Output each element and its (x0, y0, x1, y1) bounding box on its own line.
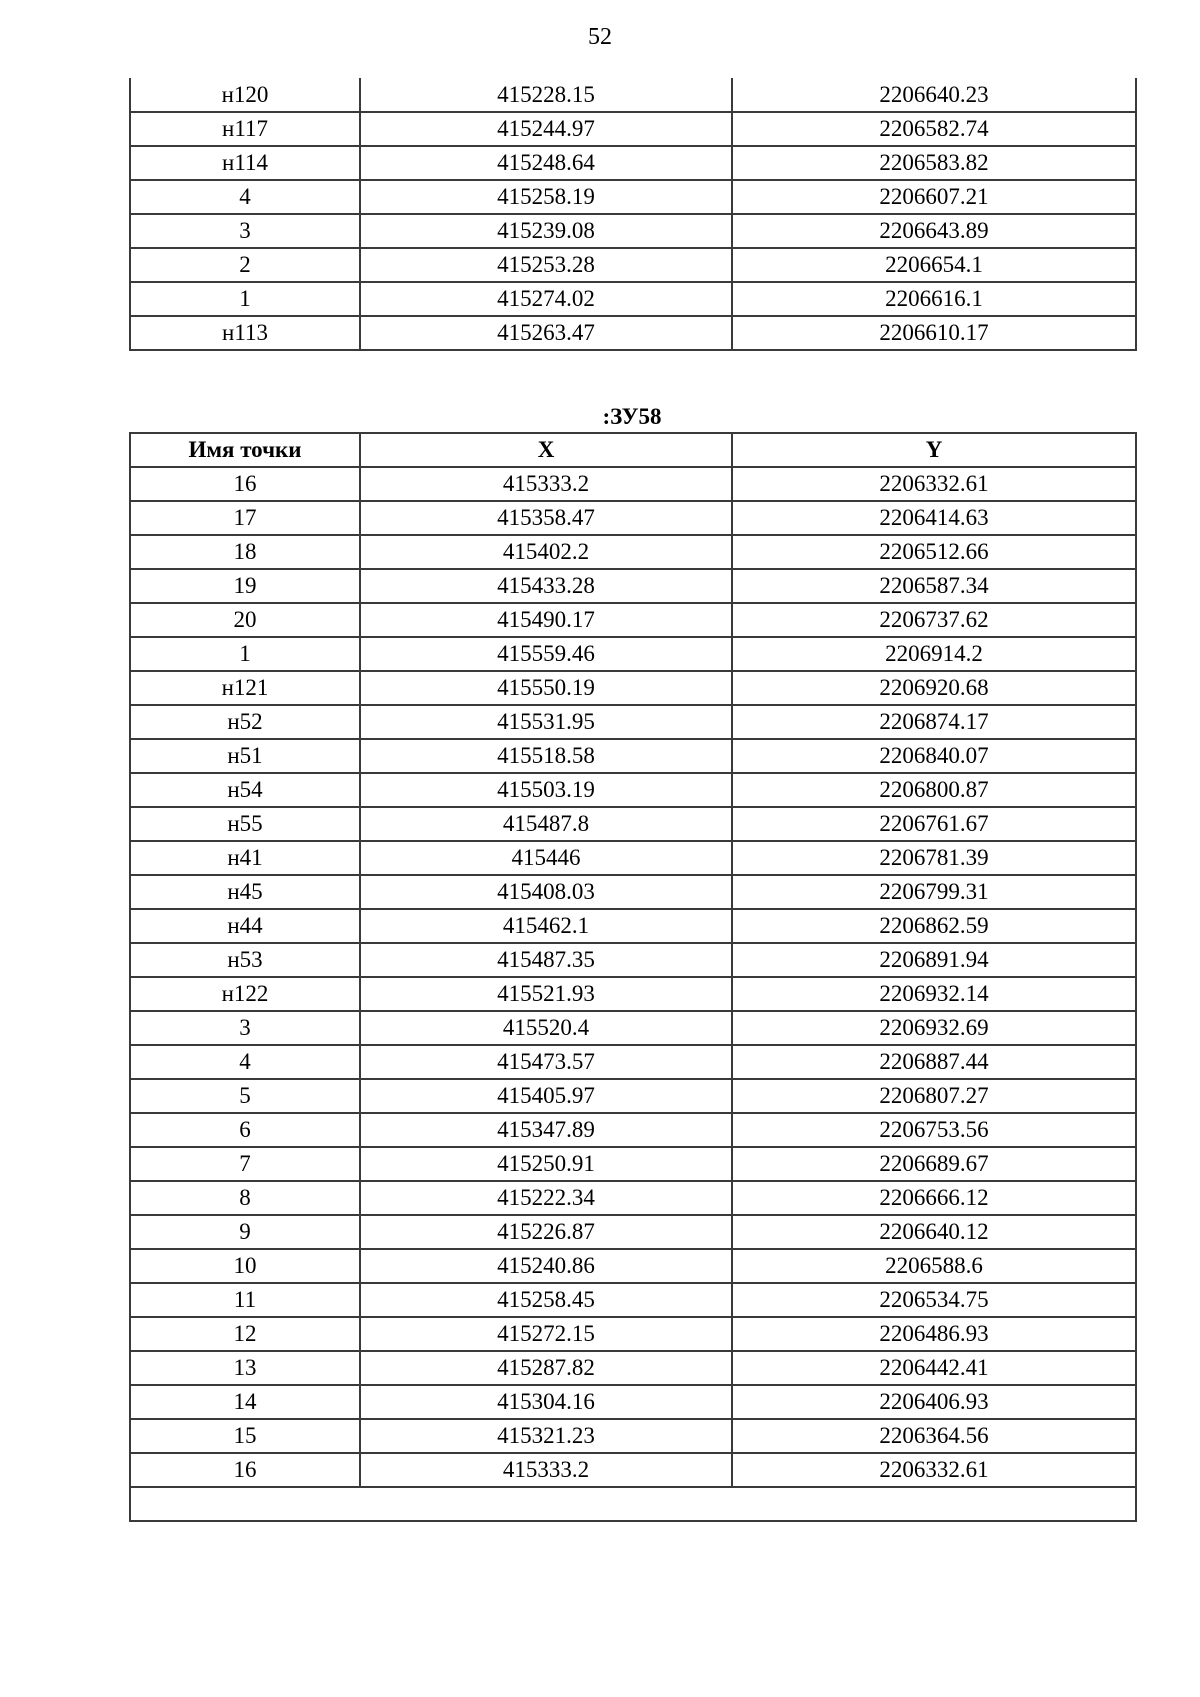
y-coordinate-cell: 2206807.27 (732, 1079, 1136, 1113)
y-coordinate-cell: 2206486.93 (732, 1317, 1136, 1351)
point-name-cell: н121 (130, 671, 360, 705)
table-header-row (130, 433, 1136, 467)
y-coordinate-cell: 2206666.12 (732, 1181, 1136, 1215)
y-coordinate-cell: 2206887.44 (732, 1045, 1136, 1079)
y-coordinate-cell: 2206920.68 (732, 671, 1136, 705)
table-row (130, 1385, 1136, 1419)
x-coordinate-cell: 415402.2 (360, 535, 732, 569)
table-row (130, 569, 1136, 603)
y-coordinate-cell: 2206932.69 (732, 1011, 1136, 1045)
table-row (130, 875, 1136, 909)
point-name-cell: н51 (130, 739, 360, 773)
x-coordinate-cell: 415239.08 (360, 214, 732, 248)
point-name-cell: 19 (130, 569, 360, 603)
x-coordinate-cell: 415304.16 (360, 1385, 732, 1419)
point-name-cell: н120 (130, 78, 360, 112)
point-name-cell: 9 (130, 1215, 360, 1249)
y-coordinate-cell: 2206800.87 (732, 773, 1136, 807)
x-coordinate-cell: 415222.34 (360, 1181, 732, 1215)
point-name-cell: н44 (130, 909, 360, 943)
y-coordinate-cell: 2206932.14 (732, 977, 1136, 1011)
table-row (130, 1045, 1136, 1079)
y-coordinate-cell: 2206891.94 (732, 943, 1136, 977)
table-row (130, 535, 1136, 569)
x-coordinate-cell: 415559.46 (360, 637, 732, 671)
point-name-cell: 12 (130, 1317, 360, 1351)
x-coordinate-cell: 415408.03 (360, 875, 732, 909)
y-coordinate-cell: 2206588.6 (732, 1249, 1136, 1283)
point-name-cell: н41 (130, 841, 360, 875)
table-row (130, 501, 1136, 535)
point-name-cell: н53 (130, 943, 360, 977)
x-coordinate-cell: 415433.28 (360, 569, 732, 603)
x-coordinate-cell: 415446 (360, 841, 732, 875)
y-coordinate-cell: 2206364.56 (732, 1419, 1136, 1453)
x-coordinate-cell: 415228.15 (360, 78, 732, 112)
y-coordinate-cell: 2206643.89 (732, 214, 1136, 248)
section-title: :ЗУ58 (602, 404, 662, 429)
x-coordinate-cell: 415518.58 (360, 739, 732, 773)
table-row (130, 1283, 1136, 1317)
x-coordinate-cell: 415520.4 (360, 1011, 732, 1045)
table-row (130, 807, 1136, 841)
table-row (130, 1113, 1136, 1147)
header-point-name: Имя точки (130, 433, 360, 467)
x-coordinate-cell: 415240.86 (360, 1249, 732, 1283)
y-coordinate-cell: 2206654.1 (732, 248, 1136, 282)
point-name-cell: 2 (130, 248, 360, 282)
table-row (130, 248, 1136, 282)
point-name-cell: н54 (130, 773, 360, 807)
x-coordinate-cell: 415462.1 (360, 909, 732, 943)
x-coordinate-cell: 415358.47 (360, 501, 732, 535)
y-coordinate-cell: 2206761.67 (732, 807, 1136, 841)
y-coordinate-cell: 2206610.17 (732, 316, 1136, 350)
x-coordinate-cell: 415487.8 (360, 807, 732, 841)
y-coordinate-cell: 2206582.74 (732, 112, 1136, 146)
point-name-cell: 17 (130, 501, 360, 535)
y-coordinate-cell: 2206406.93 (732, 1385, 1136, 1419)
table-row (130, 977, 1136, 1011)
point-name-cell: 4 (130, 1045, 360, 1079)
y-coordinate-cell: 2206799.31 (732, 875, 1136, 909)
x-coordinate-cell: 415248.64 (360, 146, 732, 180)
table-row (130, 1351, 1136, 1385)
x-coordinate-cell: 415473.57 (360, 1045, 732, 1079)
table-row (130, 705, 1136, 739)
header-y: Y (732, 433, 1136, 467)
table-row (130, 112, 1136, 146)
table-row (130, 1147, 1136, 1181)
table-row (130, 943, 1136, 977)
point-name-cell: 16 (130, 1453, 360, 1487)
y-coordinate-cell: 2206534.75 (732, 1283, 1136, 1317)
y-coordinate-cell: 2206587.34 (732, 569, 1136, 603)
page-number: 52 (588, 24, 612, 50)
point-name-cell: 6 (130, 1113, 360, 1147)
table-row (130, 1249, 1136, 1283)
y-coordinate-cell: 2206689.67 (732, 1147, 1136, 1181)
point-name-cell: н122 (130, 977, 360, 1011)
point-name-cell: н117 (130, 112, 360, 146)
y-coordinate-cell: 2206640.12 (732, 1215, 1136, 1249)
y-coordinate-cell: 2206781.39 (732, 841, 1136, 875)
x-coordinate-cell: 415274.02 (360, 282, 732, 316)
table-row (130, 841, 1136, 875)
x-coordinate-cell: 415272.15 (360, 1317, 732, 1351)
point-name-cell: 3 (130, 214, 360, 248)
y-coordinate-cell: 2206874.17 (732, 705, 1136, 739)
y-coordinate-cell: 2206862.59 (732, 909, 1136, 943)
y-coordinate-cell: 2206607.21 (732, 180, 1136, 214)
table-row (130, 1317, 1136, 1351)
y-coordinate-cell: 2206737.62 (732, 603, 1136, 637)
point-name-cell: 15 (130, 1419, 360, 1453)
y-coordinate-cell: 2206616.1 (732, 282, 1136, 316)
point-name-cell: 3 (130, 1011, 360, 1045)
point-name-cell: 8 (130, 1181, 360, 1215)
point-name-cell: н114 (130, 146, 360, 180)
coordinates-table-body (130, 467, 1136, 1521)
empty-cell (130, 1487, 1136, 1521)
table-row (130, 282, 1136, 316)
x-coordinate-cell: 415321.23 (360, 1419, 732, 1453)
point-name-cell: 20 (130, 603, 360, 637)
coordinates-table-continuation (129, 78, 1137, 351)
point-name-cell: н55 (130, 807, 360, 841)
point-name-cell: 11 (130, 1283, 360, 1317)
table-row (130, 78, 1136, 112)
x-coordinate-cell: 415347.89 (360, 1113, 732, 1147)
x-coordinate-cell: 415250.91 (360, 1147, 732, 1181)
x-coordinate-cell: 415550.19 (360, 671, 732, 705)
header-x: X (360, 433, 732, 467)
x-coordinate-cell: 415244.97 (360, 112, 732, 146)
x-coordinate-cell: 415531.95 (360, 705, 732, 739)
y-coordinate-cell: 2206753.56 (732, 1113, 1136, 1147)
x-coordinate-cell: 415258.45 (360, 1283, 732, 1317)
table-row (130, 1419, 1136, 1453)
x-coordinate-cell: 415405.97 (360, 1079, 732, 1113)
empty-table-row (130, 1487, 1136, 1521)
point-name-cell: 10 (130, 1249, 360, 1283)
x-coordinate-cell: 415263.47 (360, 316, 732, 350)
table-row (130, 739, 1136, 773)
point-name-cell: 16 (130, 467, 360, 501)
point-name-cell: 4 (130, 180, 360, 214)
table-row (130, 1453, 1136, 1487)
y-coordinate-cell: 2206512.66 (732, 535, 1136, 569)
x-coordinate-cell: 415226.87 (360, 1215, 732, 1249)
x-coordinate-cell: 415521.93 (360, 977, 732, 1011)
x-coordinate-cell: 415487.35 (360, 943, 732, 977)
y-coordinate-cell: 2206414.63 (732, 501, 1136, 535)
point-name-cell: н45 (130, 875, 360, 909)
x-coordinate-cell: 415503.19 (360, 773, 732, 807)
x-coordinate-cell: 415287.82 (360, 1351, 732, 1385)
point-name-cell: н52 (130, 705, 360, 739)
table-row (130, 671, 1136, 705)
y-coordinate-cell: 2206332.61 (732, 467, 1136, 501)
table-row (130, 1011, 1136, 1045)
coordinates-table-zu58 (129, 432, 1137, 1522)
table-row (130, 603, 1136, 637)
y-coordinate-cell: 2206332.61 (732, 1453, 1136, 1487)
table-row (130, 1215, 1136, 1249)
point-name-cell: 13 (130, 1351, 360, 1385)
coordinates-table-body (130, 78, 1136, 350)
table-row (130, 146, 1136, 180)
table-row (130, 214, 1136, 248)
table-row (130, 637, 1136, 671)
point-name-cell: н113 (130, 316, 360, 350)
point-name-cell: 7 (130, 1147, 360, 1181)
table-row (130, 1181, 1136, 1215)
y-coordinate-cell: 2206640.23 (732, 78, 1136, 112)
table-row (130, 180, 1136, 214)
point-name-cell: 1 (130, 282, 360, 316)
x-coordinate-cell: 415490.17 (360, 603, 732, 637)
table-row (130, 1079, 1136, 1113)
y-coordinate-cell: 2206442.41 (732, 1351, 1136, 1385)
y-coordinate-cell: 2206914.2 (732, 637, 1136, 671)
point-name-cell: 14 (130, 1385, 360, 1419)
x-coordinate-cell: 415253.28 (360, 248, 732, 282)
point-name-cell: 1 (130, 637, 360, 671)
x-coordinate-cell: 415258.19 (360, 180, 732, 214)
y-coordinate-cell: 2206840.07 (732, 739, 1136, 773)
point-name-cell: 18 (130, 535, 360, 569)
table-row (130, 773, 1136, 807)
y-coordinate-cell: 2206583.82 (732, 146, 1136, 180)
table-row (130, 316, 1136, 350)
table-row (130, 909, 1136, 943)
x-coordinate-cell: 415333.2 (360, 467, 732, 501)
table-row (130, 467, 1136, 501)
point-name-cell: 5 (130, 1079, 360, 1113)
x-coordinate-cell: 415333.2 (360, 1453, 732, 1487)
